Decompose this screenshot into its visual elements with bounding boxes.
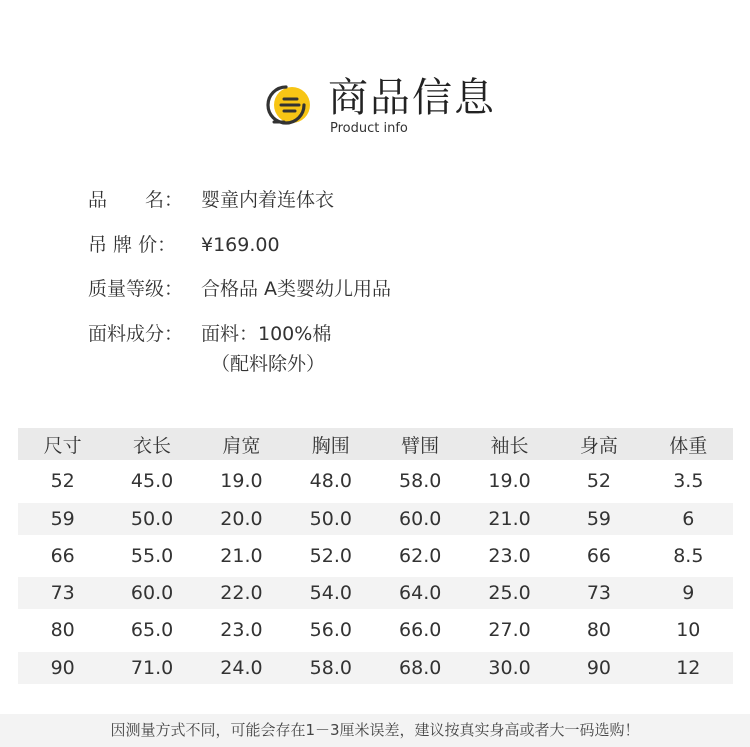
info-label: 吊 牌 价： (88, 233, 177, 256)
info-label: 面料成分： (88, 322, 184, 345)
column-header: 尺寸 (18, 428, 107, 460)
table-cell: 90 (554, 652, 643, 684)
table-cell: 27.0 (488, 619, 531, 642)
table-row (18, 652, 733, 684)
table-cell: 19.0 (488, 470, 531, 493)
document-icon (264, 84, 314, 130)
table-cell: 8.5 (673, 544, 704, 567)
table-cell: 12 (644, 652, 733, 684)
column-header: 身高 (554, 428, 643, 460)
table-cell: 80 (586, 619, 612, 642)
column-header: 衣长 (107, 428, 196, 460)
info-value: 面料：100%棉 (201, 322, 332, 345)
info-row-material (88, 320, 688, 375)
info-label: 质量等级： (88, 278, 184, 300)
table-cell: 54.0 (286, 577, 375, 609)
table-row (18, 535, 733, 578)
column-header: 臂围 (376, 428, 465, 460)
column-header: 肩宽 (197, 428, 286, 460)
size-table (18, 428, 733, 684)
table-cell: 23.0 (488, 544, 531, 567)
table-cell: 21.0 (465, 503, 554, 535)
column-header: 胸围 (286, 428, 375, 460)
table-cell: 25.0 (465, 577, 554, 609)
table-cell: 48.0 (309, 470, 352, 493)
table-cell: 23.0 (220, 619, 263, 642)
table-cell: 59 (554, 503, 643, 535)
table-cell: 71.0 (107, 652, 196, 684)
table-cell: 68.0 (376, 652, 465, 684)
size-table-header-row (18, 428, 733, 460)
info-value: ¥169.00 (201, 233, 280, 256)
table-cell: 90 (18, 652, 107, 684)
table-cell: 21.0 (220, 544, 263, 567)
table-cell: 10 (676, 619, 701, 642)
info-row-quality (88, 275, 688, 320)
table-cell: 73 (554, 577, 643, 609)
column-header: 体重 (644, 428, 733, 460)
table-cell: 60.0 (376, 503, 465, 535)
table-cell: 24.0 (197, 652, 286, 684)
table-cell: 64.0 (376, 577, 465, 609)
table-cell: 58.0 (286, 652, 375, 684)
table-cell: 55.0 (130, 544, 174, 567)
table-cell: 6 (644, 503, 733, 535)
table-row (18, 503, 733, 535)
table-cell: 58.0 (399, 470, 442, 493)
table-row (18, 460, 733, 503)
table-cell: 50.0 (107, 503, 196, 535)
info-value: 合格品 A类婴幼儿用品 (201, 278, 392, 300)
table-cell: 52.0 (309, 544, 352, 567)
table-cell: 62.0 (399, 544, 442, 567)
table-cell: 73 (18, 577, 107, 609)
table-cell: 80 (50, 619, 75, 642)
table-row (18, 577, 733, 609)
info-row-price (88, 231, 688, 276)
table-cell: 19.0 (220, 470, 263, 493)
table-cell: 50.0 (286, 503, 375, 535)
measurement-note: 因测量方式不同，可能会存在1－3厘米误差，建议按真实身高或者大一码选购！ (0, 714, 750, 747)
table-cell: 66 (50, 544, 75, 567)
table-cell: 9 (644, 577, 733, 609)
table-cell: 52 (586, 470, 612, 493)
table-cell: 56.0 (309, 619, 352, 642)
table-cell: 20.0 (197, 503, 286, 535)
page-subtitle: Product info (330, 121, 408, 136)
product-info-list (88, 186, 688, 375)
table-cell: 22.0 (197, 577, 286, 609)
info-value: 婴童内着连体衣 (201, 189, 335, 211)
info-label: 品 名： (88, 189, 184, 211)
info-value-note: （配料除外） (211, 352, 326, 375)
table-cell: 66 (586, 544, 612, 567)
table-cell: 59 (18, 503, 107, 535)
info-row-name (88, 186, 688, 231)
table-cell: 45.0 (130, 470, 174, 493)
table-cell: 52 (50, 470, 75, 493)
table-cell: 3.5 (673, 470, 704, 493)
table-cell: 65.0 (130, 619, 174, 642)
table-cell: 66.0 (399, 619, 442, 642)
column-header: 袖长 (465, 428, 554, 460)
table-cell: 30.0 (465, 652, 554, 684)
table-cell: 60.0 (107, 577, 196, 609)
table-row (18, 609, 733, 652)
product-info-header (0, 70, 750, 140)
page-title: 商品信息 (328, 75, 496, 121)
